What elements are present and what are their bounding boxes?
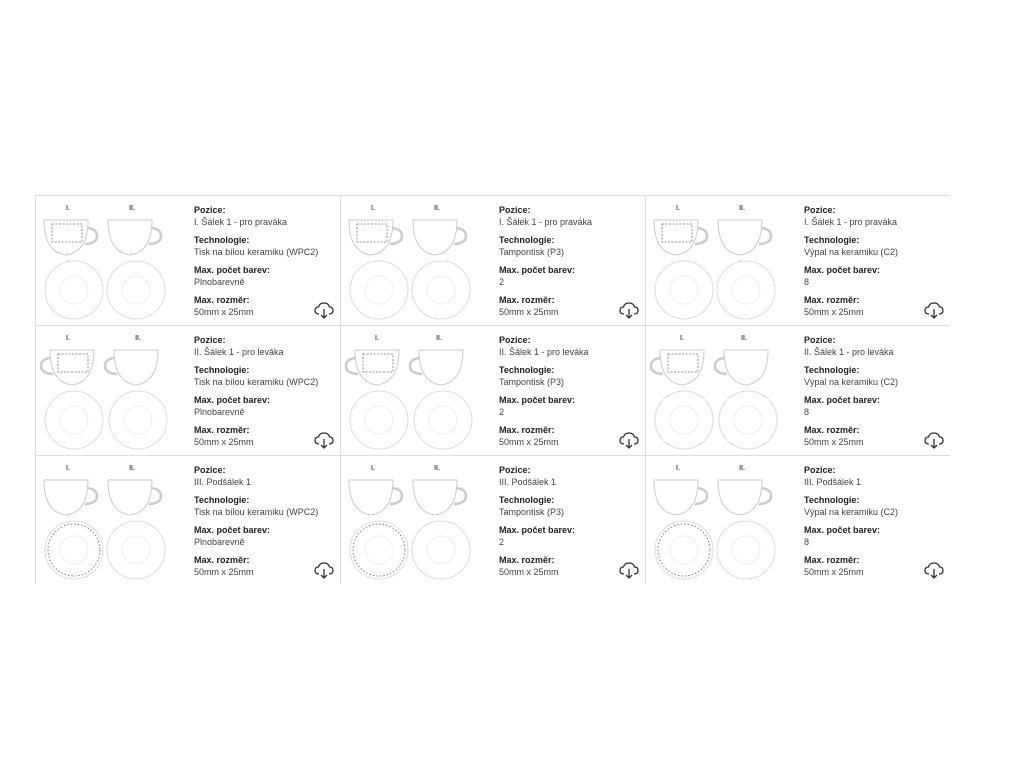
cup-ii-label: II.	[739, 205, 745, 212]
cloud-download-icon[interactable]	[924, 301, 944, 319]
cup-i-label: I.	[676, 465, 680, 472]
max-size-label: Max. rozměr:	[804, 425, 860, 435]
cup-right-handed-image	[44, 220, 97, 255]
cloud-download-icon[interactable]	[314, 561, 334, 579]
print-option-info	[804, 464, 944, 584]
max-colors-label: Max. počet barev:	[194, 395, 271, 405]
cup-ii-label: II.	[436, 335, 442, 342]
product-thumbnails	[38, 330, 168, 454]
max-size-label: Max. rozměr:	[499, 555, 555, 565]
saucer-image	[655, 261, 713, 319]
max-size-value: 50mm x 25mm	[194, 437, 254, 447]
print-option-info	[194, 464, 334, 584]
max-colors-value: 8	[804, 537, 810, 547]
max-colors-label: Max. počet barev:	[804, 525, 881, 535]
technology-value: Tampontisk (P3)	[499, 247, 565, 257]
max-size-value: 50mm x 25mm	[804, 437, 864, 447]
product-thumbnails	[648, 200, 778, 324]
cup-i-label: I.	[66, 205, 70, 212]
cloud-download-icon[interactable]	[314, 301, 334, 319]
cloud-download-icon[interactable]	[314, 431, 334, 449]
cloud-download-icon[interactable]	[619, 431, 639, 449]
product-thumbnails	[648, 460, 778, 584]
cloud-download-icon[interactable]	[924, 561, 944, 579]
max-colors-label: Max. počet barev:	[194, 525, 271, 535]
technology-value: Tampontisk (P3)	[499, 507, 565, 517]
saucer-image	[350, 261, 408, 319]
position-value: III. Podšálek 1	[194, 477, 252, 487]
technology-label: Technologie:	[499, 495, 555, 505]
cup-i-label: I.	[66, 465, 70, 472]
position-value: I. Šálek 1 - pro praváka	[804, 217, 898, 227]
max-colors-value: 2	[499, 277, 505, 287]
saucer-image	[350, 391, 408, 449]
cloud-download-icon[interactable]	[619, 561, 639, 579]
max-size-label: Max. rozměr:	[499, 295, 555, 305]
max-colors-value: 2	[499, 537, 505, 547]
technology-value: Výpal na keramiku (C2)	[804, 377, 899, 387]
print-positions-grid	[35, 195, 950, 584]
position-label: Pozice:	[804, 335, 836, 345]
saucer-image	[655, 521, 713, 579]
cloud-download-icon[interactable]	[619, 301, 639, 319]
saucer-image	[45, 391, 103, 449]
cup-ii-label: II.	[434, 465, 440, 472]
saucer-image	[412, 521, 470, 579]
technology-label: Technologie:	[194, 235, 250, 245]
position-value: II. Šálek 1 - pro leváka	[194, 347, 284, 357]
cup-right-handed-image	[349, 220, 402, 255]
position-label: Pozice:	[499, 465, 531, 475]
saucer-image	[45, 261, 103, 319]
position-label: Pozice:	[194, 205, 226, 215]
print-option-card	[646, 196, 950, 326]
cup-left-handed-image	[410, 350, 463, 385]
position-label: Pozice:	[804, 465, 836, 475]
print-option-info	[499, 204, 639, 324]
saucer-image	[414, 391, 472, 449]
print-option-info	[499, 464, 639, 584]
cup-left-handed-image	[346, 350, 399, 385]
cup-right-handed-image	[413, 220, 466, 255]
cup-ii-label: II.	[129, 205, 135, 212]
technology-label: Technologie:	[804, 365, 860, 375]
print-option-card	[36, 456, 341, 584]
technology-label: Technologie:	[804, 235, 860, 245]
print-option-info	[804, 334, 944, 454]
max-colors-label: Max. počet barev:	[804, 395, 881, 405]
technology-value: Tampontisk (P3)	[499, 377, 565, 387]
position-label: Pozice:	[194, 465, 226, 475]
print-option-info	[194, 204, 334, 324]
print-option-info	[194, 334, 334, 454]
technology-label: Technologie:	[804, 495, 860, 505]
position-value: II. Šálek 1 - pro leváka	[499, 347, 589, 357]
saucer-image	[717, 261, 775, 319]
max-size-value: 50mm x 25mm	[804, 307, 864, 317]
cup-i-label: I.	[680, 335, 684, 342]
technology-value: Tisk na bílou keramiku (WPC2)	[194, 377, 319, 387]
position-label: Pozice:	[194, 335, 226, 345]
cup-i-label: I.	[371, 465, 375, 472]
cup-image	[718, 480, 771, 515]
position-value: III. Podšálek 1	[499, 477, 557, 487]
print-option-card	[341, 196, 646, 326]
product-thumbnails	[343, 460, 473, 584]
max-size-value: 50mm x 25mm	[499, 567, 559, 577]
cup-image	[108, 480, 161, 515]
position-label: Pozice:	[804, 205, 836, 215]
print-option-card	[646, 456, 950, 584]
max-colors-label: Max. počet barev:	[499, 265, 576, 275]
cup-right-handed-image	[108, 220, 161, 255]
technology-label: Technologie:	[194, 365, 250, 375]
saucer-image	[45, 521, 103, 579]
position-value: III. Podšálek 1	[804, 477, 862, 487]
cup-i-label: I.	[375, 335, 379, 342]
cloud-download-icon[interactable]	[924, 431, 944, 449]
position-label: Pozice:	[499, 205, 531, 215]
max-size-value: 50mm x 25mm	[194, 567, 254, 577]
max-size-value: 50mm x 25mm	[499, 437, 559, 447]
product-thumbnails	[648, 330, 778, 454]
saucer-image	[412, 261, 470, 319]
cup-left-handed-image	[105, 350, 158, 385]
max-colors-value: 8	[804, 277, 810, 287]
max-size-label: Max. rozměr:	[194, 295, 250, 305]
print-option-info	[804, 204, 944, 324]
product-thumbnails	[343, 330, 473, 454]
saucer-image	[719, 391, 777, 449]
saucer-image	[350, 521, 408, 579]
cup-right-handed-image	[654, 220, 707, 255]
cup-image	[413, 480, 466, 515]
max-size-label: Max. rozměr:	[194, 425, 250, 435]
product-thumbnails	[343, 200, 473, 324]
cup-ii-label: II.	[135, 335, 141, 342]
technology-value: Výpal na keramiku (C2)	[804, 247, 899, 257]
print-option-card	[341, 456, 646, 584]
cup-left-handed-image	[715, 350, 768, 385]
cup-ii-label: II.	[129, 465, 135, 472]
cup-image	[349, 480, 402, 515]
cup-i-label: I.	[371, 205, 375, 212]
max-colors-value: Plnobarevně	[194, 407, 245, 417]
cup-i-label: I.	[676, 205, 680, 212]
saucer-image	[717, 521, 775, 579]
max-colors-label: Max. počet barev:	[804, 265, 881, 275]
max-colors-value: 8	[804, 407, 810, 417]
technology-label: Technologie:	[499, 365, 555, 375]
product-thumbnails	[38, 460, 168, 584]
saucer-image	[109, 391, 167, 449]
max-size-value: 50mm x 25mm	[194, 307, 254, 317]
max-colors-label: Max. počet barev:	[499, 395, 576, 405]
max-colors-value: 2	[499, 407, 505, 417]
cup-image	[654, 480, 707, 515]
technology-value: Tisk na bílou keramiku (WPC2)	[194, 507, 319, 517]
position-value: I. Šálek 1 - pro praváka	[194, 217, 288, 227]
technology-value: Tisk na bílou keramiku (WPC2)	[194, 247, 319, 257]
max-size-label: Max. rozměr:	[499, 425, 555, 435]
max-size-value: 50mm x 25mm	[804, 567, 864, 577]
saucer-image	[107, 521, 165, 579]
max-size-value: 50mm x 25mm	[499, 307, 559, 317]
product-thumbnails	[38, 200, 168, 324]
cup-image	[44, 480, 97, 515]
cup-left-handed-image	[651, 350, 704, 385]
position-value: II. Šálek 1 - pro leváka	[804, 347, 894, 357]
saucer-image	[655, 391, 713, 449]
print-option-card	[341, 326, 646, 456]
saucer-image	[107, 261, 165, 319]
cup-left-handed-image	[41, 350, 94, 385]
max-colors-value: Plnobarevně	[194, 537, 245, 547]
print-option-card	[36, 196, 341, 326]
cup-i-label: I.	[66, 335, 70, 342]
max-size-label: Max. rozměr:	[804, 555, 860, 565]
cup-ii-label: II.	[741, 335, 747, 342]
position-label: Pozice:	[499, 335, 531, 345]
max-size-label: Max. rozměr:	[194, 555, 250, 565]
max-colors-label: Max. počet barev:	[499, 525, 576, 535]
print-option-card	[646, 326, 950, 456]
cup-ii-label: II.	[739, 465, 745, 472]
print-option-info	[499, 334, 639, 454]
technology-label: Technologie:	[499, 235, 555, 245]
position-value: I. Šálek 1 - pro praváka	[499, 217, 593, 227]
cup-right-handed-image	[718, 220, 771, 255]
technology-label: Technologie:	[194, 495, 250, 505]
max-colors-label: Max. počet barev:	[194, 265, 271, 275]
technology-value: Výpal na keramiku (C2)	[804, 507, 899, 517]
max-size-label: Max. rozměr:	[804, 295, 860, 305]
cup-ii-label: II.	[434, 205, 440, 212]
max-colors-value: Plnobarevně	[194, 277, 245, 287]
print-option-card	[36, 326, 341, 456]
